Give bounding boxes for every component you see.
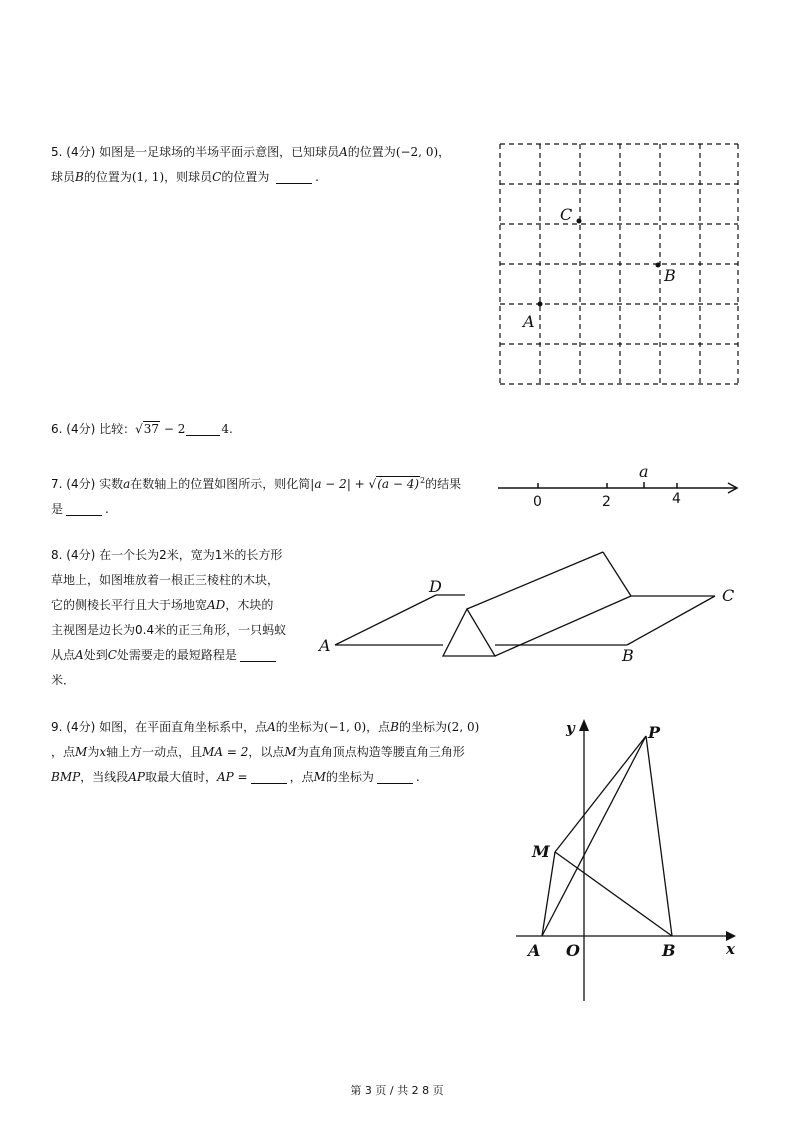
svg-text:M: M bbox=[532, 842, 550, 861]
page-footer: 第 3 页 / 共 2 8 页 bbox=[350, 1084, 444, 1097]
svg-text:a: a bbox=[639, 462, 649, 481]
q9-score: (4分) bbox=[66, 720, 96, 734]
answer-blank[interactable] bbox=[186, 421, 220, 436]
question-5-line-1: 5. (4分) 如图是一足球场的半场平面示意图，已知球员A的位置为(−2, 0)， bbox=[51, 145, 451, 159]
q5-number: 5. bbox=[51, 145, 63, 159]
answer-blank[interactable] bbox=[276, 169, 312, 184]
question-5 bbox=[51, 140, 491, 190]
label-C: C bbox=[560, 205, 573, 224]
point-B bbox=[656, 263, 661, 268]
q8-prism-figure bbox=[315, 545, 745, 665]
svg-text:B: B bbox=[622, 646, 634, 665]
svg-text:y: y bbox=[566, 719, 575, 737]
question-7: 7. (4分) 实数a在数轴上的位置如图所示，则化简$|a - 2| + √(a - 4)^2$的结果 是 . bbox=[51, 476, 462, 516]
answer-blank[interactable] bbox=[66, 501, 102, 516]
q7-number-line bbox=[496, 460, 742, 512]
q9-coordinate-figure bbox=[510, 713, 745, 1005]
q8-score: (4分) bbox=[66, 548, 96, 562]
q8-number: 8. bbox=[51, 548, 63, 562]
question-9: 9. (4分) 如图，在平面直角坐标系中，点A的坐标为(−1, 0)，点B的坐标为(2, 0) ，点M为x轴上方一动点，且MA = 2，以点M为直角顶点构造等腰直角三角形 BMP，当线段AP取最大值时，AP = ，点M的坐标为 . bbox=[51, 720, 480, 784]
svg-text:O: O bbox=[566, 941, 580, 960]
point-C bbox=[577, 219, 582, 224]
q5-score: (4分) bbox=[66, 145, 96, 159]
svg-text:A: A bbox=[319, 636, 331, 655]
q6-number: 6. bbox=[51, 422, 63, 436]
q7-score: (4分) bbox=[66, 477, 96, 491]
svg-text:2: 2 bbox=[602, 494, 611, 510]
svg-text:4: 4 bbox=[672, 491, 681, 507]
answer-blank[interactable] bbox=[240, 647, 276, 662]
svg-text:C: C bbox=[722, 586, 735, 605]
question-5-line-2: 球员B的位置为(1, 1)，则球员C的位置为 . bbox=[51, 170, 319, 184]
svg-text:B: B bbox=[662, 941, 676, 960]
svg-text:A: A bbox=[528, 941, 541, 960]
q7-number: 7. bbox=[51, 477, 63, 491]
label-B: B bbox=[664, 266, 676, 285]
svg-text:x: x bbox=[726, 940, 735, 958]
point-A bbox=[538, 302, 543, 307]
question-8: 8. (4分) 在一个长为2米，宽为1米的长方形 草地上，如图堆放着一根正三棱柱的木块， 它的侧棱长平行且大于场地宽AD，木块的 主视图是边长为0.4米的正三角形，一只蚂蚁 从点A处到C处需要走的最短路程是 米． bbox=[51, 548, 287, 687]
answer-blank[interactable] bbox=[377, 769, 413, 784]
label-A: A bbox=[523, 312, 535, 331]
answer-blank[interactable] bbox=[251, 769, 287, 784]
svg-text:0: 0 bbox=[533, 494, 542, 510]
svg-text:D: D bbox=[429, 577, 442, 596]
svg-text:P: P bbox=[648, 723, 661, 742]
question-6: 6. (4分) 比较：√37 − 2 4. bbox=[51, 422, 233, 436]
q9-number: 9. bbox=[51, 720, 63, 734]
q6-score: (4分) bbox=[66, 422, 96, 436]
q5-grid-figure bbox=[496, 142, 742, 388]
